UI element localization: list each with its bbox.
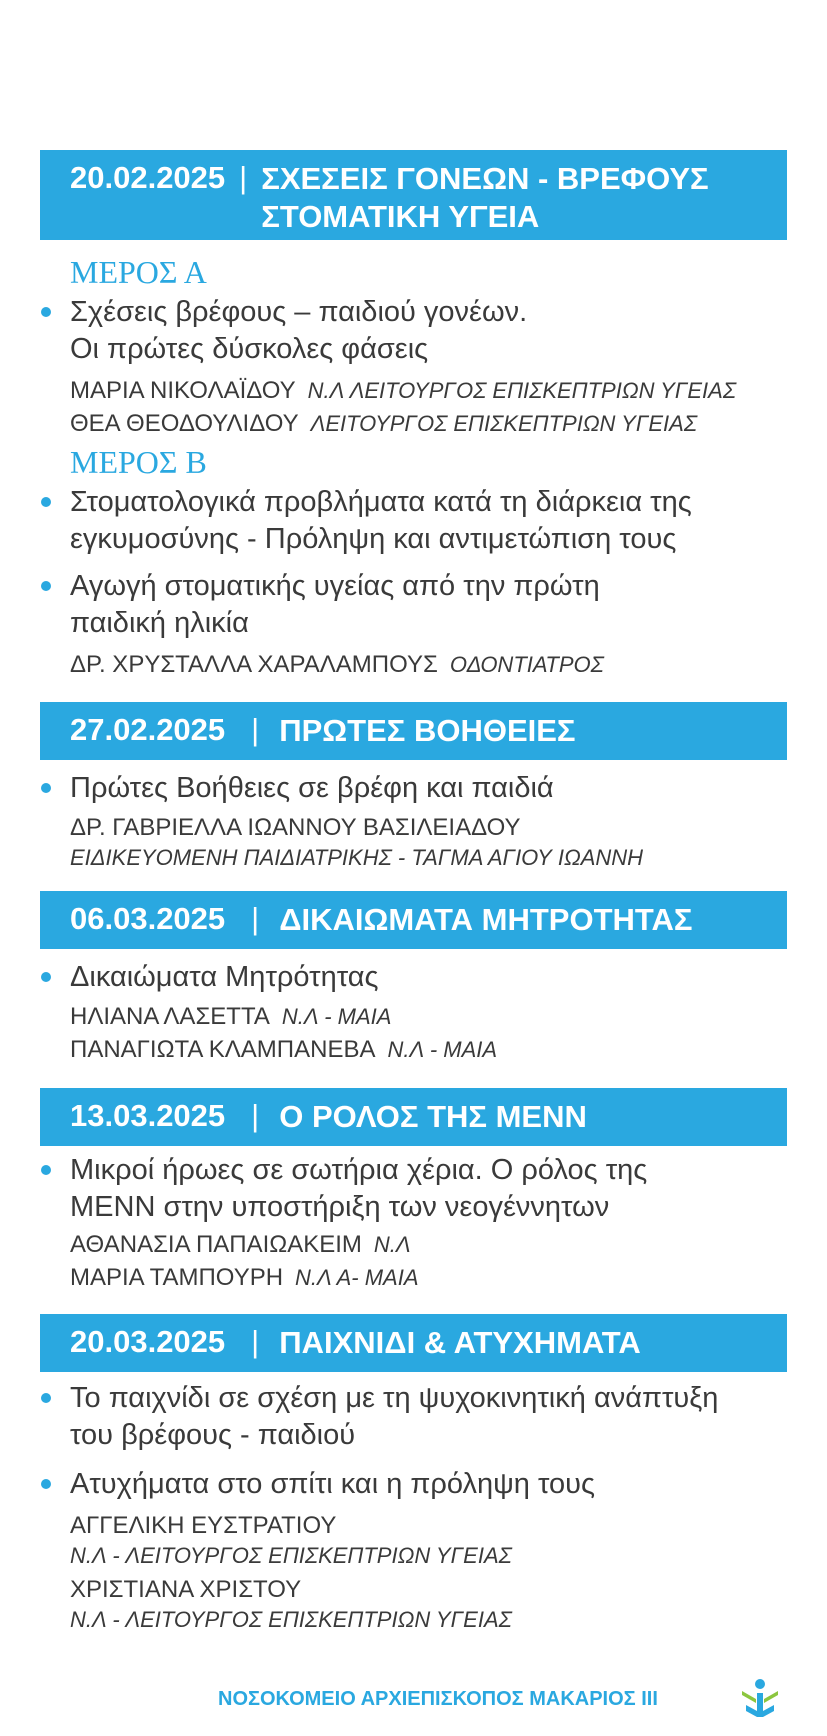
- hospital-logo-icon: [738, 1677, 782, 1721]
- section-header-5: [40, 1314, 787, 1372]
- section-separator: |: [239, 160, 248, 195]
- item-line: Πρώτες Βοήθειες σε βρέφη και παιδιά: [70, 772, 554, 804]
- bullet-icon: [41, 1393, 51, 1403]
- section-title-line-1: ΣΧΕΣΕΙΣ ΓΟΝΕΩΝ - ΒΡΕΦΟΥΣ: [261, 161, 709, 196]
- item-line: Στοματολογικά προβλήματα κατά τη διάρκεια της: [70, 486, 692, 518]
- section-body-3: [40, 959, 790, 1066]
- part-heading-a: ΜΕΡΟΣ Α: [70, 254, 207, 290]
- item-line: εγκυμοσύνης - Πρόληψη και αντιμετώπιση τους: [70, 523, 677, 555]
- speaker-role: ΕΙΔΙΚΕΥΟΜΕΝΗ ΠΑΙΔΙΑΤΡΙΚΗΣ - ΤΑΓΜΑ ΑΓΙΟΥ ΙΩΑΝΝΗ: [70, 845, 644, 870]
- speaker-role: ΛΕΙΤΟΥΡΓΟΣ ΕΠΙΣΚΕΠΤΡΙΩΝ ΥΓΕΙΑΣ: [310, 411, 698, 436]
- section-body-4: [40, 1152, 790, 1294]
- speaker-role: Ν.Λ ΛΕΙΤΟΥΡΓΟΣ ΕΠΙΣΚΕΠΤΡΙΩΝ ΥΓΕΙΑΣ: [307, 378, 737, 403]
- hospital-name: ΝΟΣΟΚΟΜΕΙΟ ΑΡΧΙΕΠΙΣΚΟΠΟΣ ΜΑΚΑΡΙΟΣ ΙΙΙ: [218, 1688, 658, 1710]
- item-line: Το παιχνίδι σε σχέση με τη ψυχοκινητική ανάπτυξη: [70, 1382, 719, 1414]
- section-date: 27.02.2025: [70, 712, 226, 747]
- speaker-role: ΟΔΟΝΤΙΑΤΡΟΣ: [449, 652, 604, 677]
- bullet-icon: [41, 497, 51, 507]
- speaker-role: Ν.Λ: [373, 1232, 411, 1257]
- list-item: [40, 1466, 790, 1503]
- speaker-role: Ν.Λ - ΛΕΙΤΟΥΡΓΟΣ ΕΠΙΣΚΕΠΤΡΙΩΝ ΥΓΕΙΑΣ: [70, 1607, 512, 1632]
- section-separator: |: [251, 1098, 260, 1133]
- list-item: [40, 294, 790, 368]
- list-item: [40, 770, 790, 807]
- item-line: Αγωγή στοματικής υγείας από την πρώτη: [70, 570, 600, 602]
- speaker-name: ΜΑΡΙΑ ΤΑΜΠΟΥΡΗ: [70, 1264, 284, 1291]
- speaker-role: Ν.Λ - ΜΑΙΑ: [281, 1004, 392, 1029]
- item-line: ΜΕΝΝ στην υποστήριξη των νεογέννητων: [70, 1191, 610, 1223]
- item-line: του βρέφους - παιδιού: [70, 1419, 356, 1451]
- section-title: [261, 160, 708, 236]
- list-item: [40, 484, 790, 558]
- speaker-name: ΔΡ. ΓΑΒΡΙΕΛΛΑ ΙΩΑΝΝΟΥ ΒΑΣΙΛΕΙΑΔΟΥ: [70, 814, 521, 841]
- section-header-3: [40, 891, 787, 949]
- bullet-icon: [41, 1165, 51, 1175]
- speaker-name: ΑΘΑΝΑΣΙΑ ΠΑΠΑΙΩΑΚΕΙΜ: [70, 1231, 362, 1258]
- speaker-name: ΑΓΓΕΛΙΚΗ ΕΥΣΤΡΑΤΙΟΥ: [70, 1512, 337, 1539]
- item-line: Σχέσεις βρέφους – παιδιού γονέων.: [70, 296, 528, 328]
- section-title: ΠΑΙΧΝΙΔΙ & ΑΤΥΧΗΜΑΤΑ: [279, 1325, 641, 1360]
- speaker-name: ΠΑΝΑΓΙΩΤΑ ΚΛΑΜΠΑΝΕΒΑ: [70, 1036, 376, 1063]
- item-line: Μικροί ήρωες σε σωτήρια χέρια. Ο ρόλος της: [70, 1154, 648, 1186]
- section-date: 06.03.2025: [70, 901, 226, 936]
- speaker-name: ΧΡΙΣΤΙΑΝΑ ΧΡΙΣΤΟΥ: [70, 1576, 302, 1603]
- section-date: 13.03.2025: [70, 1098, 226, 1133]
- list-item: [40, 959, 790, 996]
- section-body-5: [40, 1380, 790, 1633]
- list-item: [40, 1380, 790, 1454]
- speaker-name: ΗΛΙΑΝΑ ΛΑΣΕΤΤΑ: [70, 1003, 270, 1030]
- section-body-2: [40, 770, 790, 871]
- item-line: Οι πρώτες δύσκολες φάσεις: [70, 333, 429, 365]
- speaker-role: Ν.Λ - ΛΕΙΤΟΥΡΓΟΣ ΕΠΙΣΚΕΠΤΡΙΩΝ ΥΓΕΙΑΣ: [70, 1543, 512, 1568]
- speaker: [40, 1033, 790, 1066]
- speaker: [40, 374, 790, 407]
- speaker: [40, 407, 790, 440]
- section-header-4: [40, 1088, 787, 1146]
- section-header-1: [40, 150, 787, 240]
- section-title: Ο ΡΟΛΟΣ ΤΗΣ ΜΕΝΝ: [279, 1099, 587, 1134]
- part-heading-b: ΜΕΡΟΣ Β: [70, 444, 207, 480]
- section-title: ΔΙΚΑΙΩΜΑΤΑ ΜΗΤΡΟΤΗΤΑΣ: [279, 902, 693, 937]
- section-separator: |: [251, 712, 260, 747]
- speaker-role: Ν.Λ - ΜΑΙΑ: [387, 1037, 498, 1062]
- bullet-icon: [41, 581, 51, 591]
- bullet-icon: [41, 307, 51, 317]
- section-separator: |: [251, 901, 260, 936]
- speaker-name: ΔΡ. ΧΡΥΣΤΑΛΛΑ ΧΑΡΑΛΑΜΠΟΥΣ: [70, 651, 438, 678]
- section-separator: |: [251, 1324, 260, 1359]
- speaker: [40, 1000, 790, 1033]
- speaker-name: ΘΕΑ ΘΕΟΔΟΥΛΙΔΟΥ: [70, 410, 299, 437]
- speaker-name: ΜΑΡΙΑ ΝΙΚΟΛΑΪΔΟΥ: [70, 377, 296, 404]
- speaker: [40, 648, 790, 681]
- speaker: [40, 1228, 790, 1261]
- item-line: Δικαιώματα Μητρότητας: [70, 961, 379, 993]
- item-line: Ατυχήματα στο σπίτι και η πρόληψη τους: [70, 1468, 595, 1500]
- section-title: ΠΡΩΤΕΣ ΒΟΗΘΕΙΕΣ: [279, 713, 576, 748]
- bullet-icon: [41, 1479, 51, 1489]
- item-line: παιδική ηλικία: [70, 607, 249, 639]
- section-date: 20.02.2025: [70, 160, 226, 195]
- section-date: 20.03.2025: [70, 1324, 226, 1359]
- section-header-2: [40, 702, 787, 760]
- speaker-role: Ν.Λ Α- ΜΑΙΑ: [295, 1265, 419, 1290]
- section-title-line-2: ΣΤΟΜΑΤΙΚΗ ΥΓΕΙΑ: [261, 199, 540, 234]
- speaker: [40, 1261, 790, 1294]
- list-item: [40, 568, 790, 642]
- bullet-icon: [41, 972, 51, 982]
- list-item: [40, 1152, 790, 1226]
- bullet-icon: [41, 783, 51, 793]
- section-body-1: [40, 254, 790, 681]
